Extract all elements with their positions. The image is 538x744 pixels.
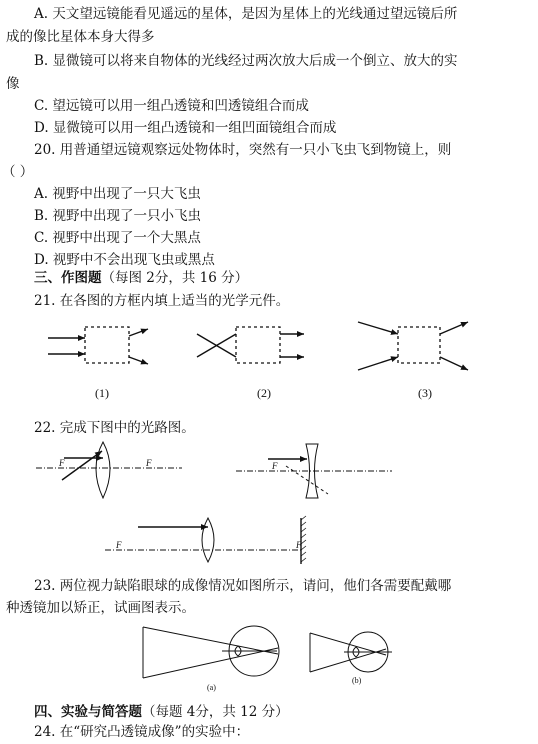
q23-stem-line2: 种透镜加以矫正，试画图表示。	[6, 600, 195, 616]
q22-f-label-2: F	[146, 458, 152, 468]
q21-caption-1: (1)	[95, 386, 109, 400]
q23-eye-a	[143, 626, 279, 678]
q21-figure-2	[197, 327, 304, 363]
q22-figure-convex-lens	[36, 442, 182, 498]
q20-option-d: D. 视野中不会出现飞虫或黑点	[34, 252, 215, 268]
q19-option-a-line1: A. 天文望远镜能看见遥远的星体，是因为星体上的光线通过望远镜后所	[34, 6, 458, 22]
section3-heading: 三、作图题	[34, 270, 102, 286]
mirror-hatching	[301, 516, 306, 562]
q21-figure-3	[358, 322, 468, 370]
q19-option-b-line2: 像	[6, 76, 20, 92]
q24-stem: 24. 在“研究凸透镜成像”的实验中：	[34, 724, 250, 740]
q22-f-label-4: F	[116, 540, 122, 550]
q23-figures	[0, 622, 538, 702]
q22-f-label-1: F	[59, 458, 65, 468]
q20-answer-paren: （ ）	[2, 164, 34, 180]
q21-caption-2: (2)	[257, 386, 271, 400]
q21-figures	[0, 312, 538, 432]
q19-option-a-line2: 成的像比星体本身大得多	[6, 29, 155, 45]
q23-eye-b	[310, 632, 392, 672]
q23-caption-b: (b)	[352, 676, 362, 685]
q19-option-c: C. 望远镜可以用一组凸透镜和凹透镜组合而成	[34, 98, 309, 114]
q21-caption-3: (3)	[418, 386, 432, 400]
q21-figure-1	[48, 327, 148, 364]
q20-option-b: B. 视野中出现了一只小飞虫	[34, 208, 202, 224]
section4-note: （每题 4分，共 12 分）	[142, 704, 289, 720]
convex-lens-shape	[96, 442, 110, 498]
q20-option-c: C. 视野中出现了一个大黑点	[34, 230, 201, 246]
section4-title	[34, 702, 289, 722]
q21-stem: 21. 在各图的方框内填上适当的光学元件。	[34, 293, 290, 309]
q19-option-b-line1: B. 显微镜可以将来自物体的光线经过两次放大后成一个倒立、放大的实	[34, 53, 458, 69]
q22-f-label-5: F	[296, 540, 302, 550]
q22-figure-concave-lens	[236, 444, 392, 498]
q22-f-label-3: F	[272, 461, 278, 471]
q20-stem: 20. 用普通望远镜观察远处物体时，突然有一只小飞虫飞到物镜上，则	[34, 142, 452, 158]
q22-stem: 22. 完成下图中的光路图。	[34, 420, 195, 436]
q21-box-1	[85, 327, 129, 363]
q22-figure-lens-mirror	[105, 516, 306, 564]
q23-caption-a: (a)	[207, 683, 216, 692]
q20-option-a: A. 视野中出现了一只大飞虫	[34, 186, 201, 202]
section4-heading: 四、实验与简答题	[34, 704, 142, 720]
section3-title	[34, 268, 248, 288]
q21-box-3	[398, 327, 440, 363]
q19-option-d: D. 显微镜可以用一组凸透镜和一组凹面镜组合而成	[34, 120, 337, 136]
convex-lens-shape-2	[202, 518, 214, 562]
q23-stem-line1: 23. 两位视力缺陷眼球的成像情况如图所示，请问，他们各需要配戴哪	[34, 578, 452, 594]
q22-figures	[0, 440, 538, 570]
section3-note: （每图 2分，共 16 分）	[101, 270, 249, 286]
q21-box-2	[236, 327, 280, 363]
